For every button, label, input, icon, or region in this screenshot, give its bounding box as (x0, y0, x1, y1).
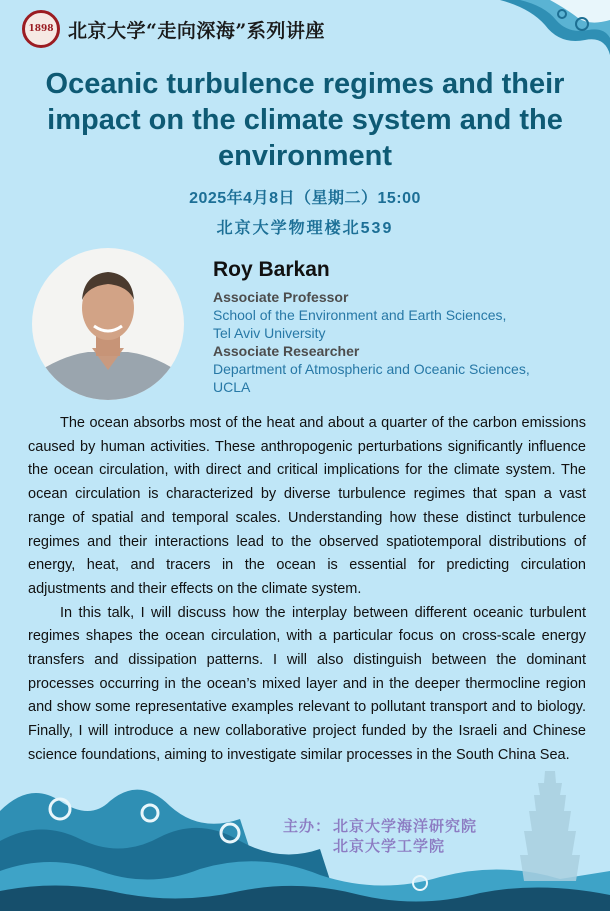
speaker-role-2: Associate Researcher (213, 343, 360, 359)
host-label: 主办： (283, 817, 332, 835)
speaker-role-1: Associate Professor (213, 289, 349, 305)
talk-venue: 北京大学物理楼北539 (216, 220, 394, 237)
speaker-affiliation-2-line-1: Department of Atmospheric and Oceanic Sciences, (213, 361, 530, 377)
seal-text: 1898 (28, 24, 54, 34)
pku-seal-logo (22, 10, 60, 48)
speaker-photo (32, 248, 184, 400)
host-org-1: 北京大学海洋研究院 (333, 817, 478, 835)
talk-datetime: 2025年4月8日（星期二）15:00 (189, 190, 421, 207)
speaker-name: Roy Barkan (213, 258, 330, 281)
host-organizers (283, 816, 477, 856)
host-org-2: 北京大学工学院 (333, 837, 446, 855)
talk-abstract (28, 412, 586, 768)
speaker-affiliation-1-line-1: School of the Environment and Earth Sciences, (213, 307, 507, 323)
speaker-affiliation-1-line-2: Tel Aviv University (213, 325, 326, 341)
header (22, 10, 325, 48)
series-title: 北京大学“走向深海”系列讲座 (68, 19, 325, 42)
talk-title: Oceanic turbulence regimes and their impact on the climate system and the environment (45, 68, 565, 172)
speaker-info (213, 258, 593, 396)
abstract-paragraph-2: In this talk, I will discuss how the interplay between different oceanic turbulent regimes shapes the ocean circulation, with a particular focus on cross-scale energy transfers and dissipation patterns. I will also distinguish between the dominant processes occurring in the ocean’s mixed layer and in the deeper thermocline region and show some representative examples relevant to pollutant transport and to biology. Finally, I will introduce a new collaborative project funded by the Israeli and Chinese science foundations, aiming to investigate similar processes in the South China Sea. (28, 604, 586, 763)
abstract-paragraph-1: The ocean absorbs most of the heat and about a quarter of the carbon emissions caused by human activities. These anthropogenic perturbations significantly influence the ocean circulation, with direct and critical implications for the climate system. The ocean circulation is characterized by diverse turbulence regimes that span a vast range of spatial and temporal scales. Understanding how these distinct turbulence regimes and their interactions lead to the observed spatiotemporal distributions of energy, heat, and tracers in the ocean is essential for predicting circulation adjustments and their effects on the climate system. (28, 415, 586, 597)
speaker-affiliation-2-line-2: UCLA (213, 379, 251, 395)
